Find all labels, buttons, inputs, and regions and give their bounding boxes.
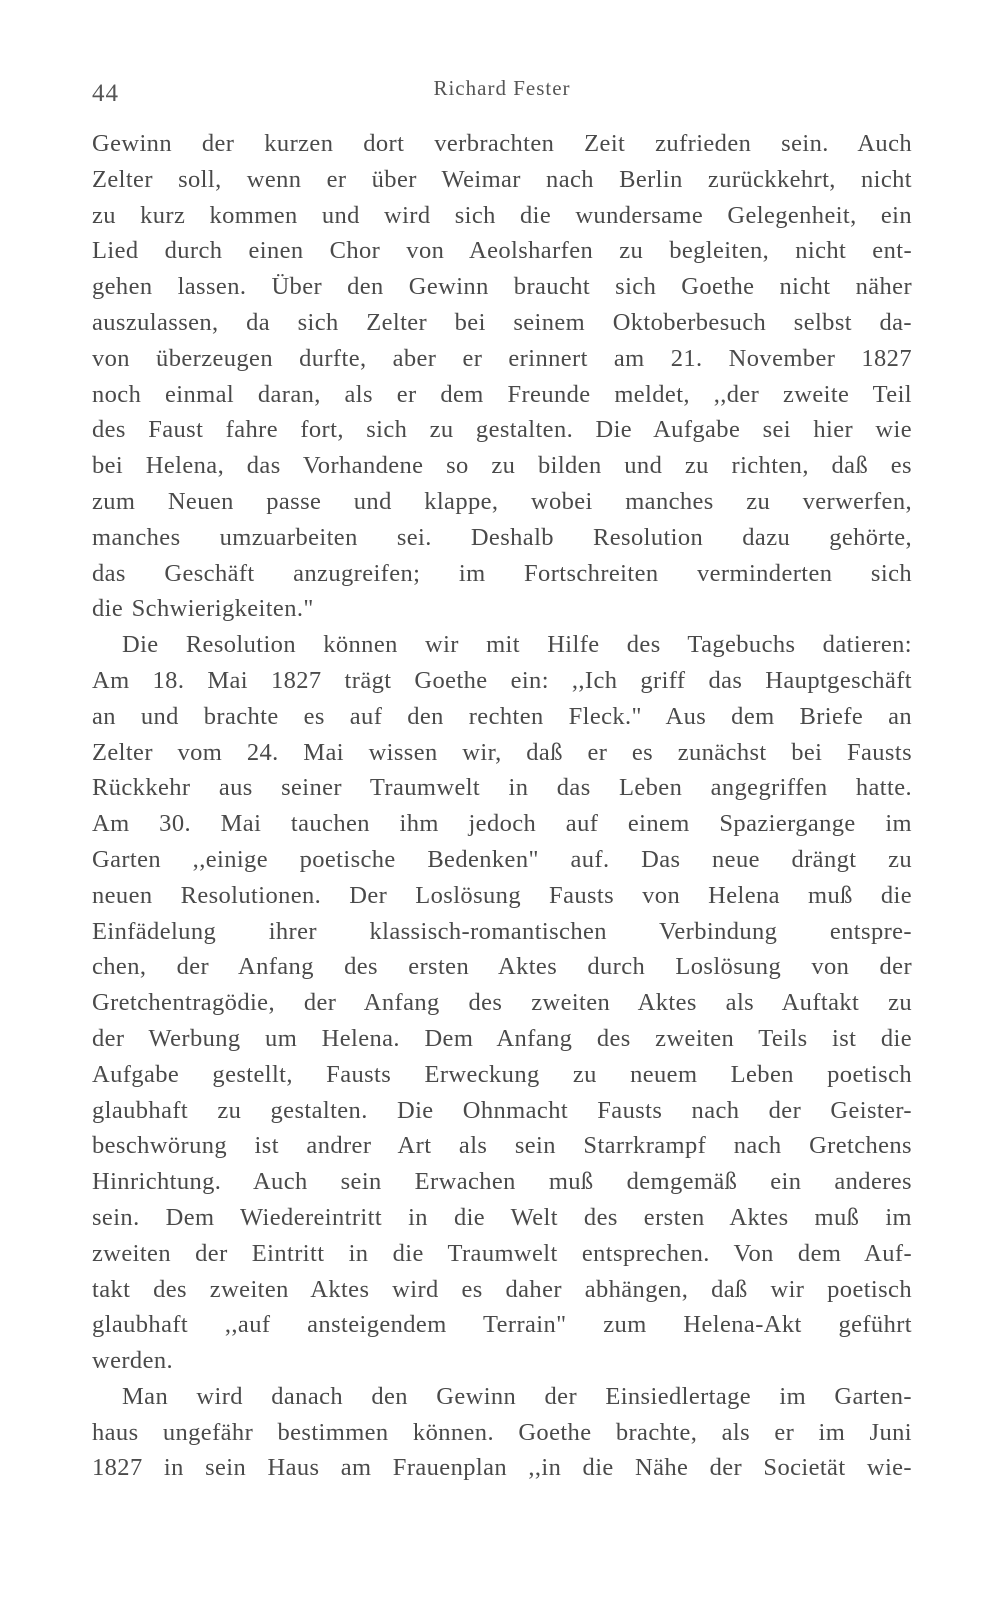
text-line: Zelter vom 24. Mai wissen wir, daß er es zunächst bei Fausts (92, 738, 912, 766)
text-line: haus ungefähr bestimmen können. Goethe brachte, als er im Juni (92, 1418, 912, 1446)
text-line: Gretchentragödie, der Anfang des zweiten Aktes als Auftakt zu (92, 989, 912, 1017)
text-line: Gewinn der kurzen dort verbrachten Zeit zufrieden sein. Auch (92, 130, 912, 157)
text-line: auszulassen, da sich Zelter bei seinem Oktoberbesuch selbst da- (92, 308, 912, 336)
text-line: Am 18. Mai 1827 trägt Goethe ein: ,,Ich griff das Hauptgeschäft (92, 666, 912, 694)
text-line: der Werbung um Helena. Dem Anfang des zweiten Teils ist die (92, 1024, 912, 1052)
text-line: zweiten der Eintritt in die Traumwelt entsprechen. Von dem Auf- (92, 1239, 912, 1267)
text-line: Man wird danach den Gewinn der Einsiedlertage im Garten- (122, 1382, 912, 1410)
text-line: zu kurz kommen und wird sich die wundersame Gelegenheit, ein (92, 201, 912, 229)
text-line: neuen Resolutionen. Der Loslösung Fausts von Helena muß die (92, 881, 912, 909)
text-line: sein. Dem Wiedereintritt in die Welt des ersten Aktes muß im (92, 1203, 912, 1231)
text-line: zum Neuen passe und klappe, wobei manches zu verwerfen, (92, 487, 912, 515)
text-line: Am 30. Mai tauchen ihm jedoch auf einem Spaziergange im (92, 810, 912, 838)
text-line: beschwörung ist andrer Art als sein Starrkrampf nach Gretchens (92, 1132, 912, 1160)
text-line: takt des zweiten Aktes wird es daher abhängen, daß wir poetisch (92, 1275, 912, 1303)
text-line: manches umzuarbeiten sei. Deshalb Resolution dazu gehörte, (92, 523, 912, 551)
text-line: Garten ,,einige poetische Bedenken" auf. Das neue drängt zu (92, 845, 912, 873)
text-line: von überzeugen durfte, aber er erinnert am 21. November 1827 (92, 344, 912, 372)
text-line: Hinrichtung. Auch sein Erwachen muß demgemäß ein anderes (92, 1168, 912, 1196)
text-line: Lied durch einen Chor von Aeolsharfen zu begleiten, nicht ent- (92, 237, 912, 265)
text-line: glaubhaft ,,auf ansteigendem Terrain" zum Helena-Akt geführt (92, 1311, 912, 1339)
text-line: die Schwierigkeiten." (92, 595, 314, 623)
text-line: Rückkehr aus seiner Traumwelt in das Leben angegriffen hatte. (92, 774, 912, 802)
text-line: Zelter soll, wenn er über Weimar nach Berlin zurückkehrt, nicht (92, 165, 912, 193)
text-line: gehen lassen. Über den Gewinn braucht sich Goethe nicht näher (92, 273, 912, 301)
text-line: glaubhaft zu gestalten. Die Ohnmacht Fausts nach der Geister- (92, 1096, 912, 1124)
page-header (92, 74, 912, 114)
text-line: an und brachte es auf den rechten Fleck." Aus dem Briefe an (92, 702, 912, 730)
text-line: das Geschäft anzugreifen; im Fortschreiten verminderten sich (92, 559, 912, 587)
running-head-author: Richard Fester (433, 76, 571, 100)
text-line: des Faust fahre fort, sich zu gestalten. Die Aufgabe sei hier wie (92, 416, 912, 444)
text-line: werden. (92, 1347, 174, 1375)
text-line: bei Helena, das Vorhandene so zu bilden und zu richten, daß es (92, 452, 912, 480)
text-line: 1827 in sein Haus am Frauenplan ,,in die Nähe der Societät wie- (92, 1454, 912, 1482)
text-line: Einfädelung ihrer klassisch-romantischen Verbindung entspre- (92, 917, 912, 945)
body-text (92, 126, 912, 1486)
text-line: Aufgabe gestellt, Fausts Erweckung zu neuem Leben poetisch (92, 1060, 912, 1088)
text-line: chen, der Anfang des ersten Aktes durch Loslösung von der (92, 953, 912, 981)
page-number: 44 (92, 80, 119, 107)
text-line: Die Resolution können wir mit Hilfe des Tagebuchs datieren: (122, 631, 912, 659)
text-line: noch einmal daran, als er dem Freunde meldet, ,,der zweite Teil (92, 380, 912, 408)
